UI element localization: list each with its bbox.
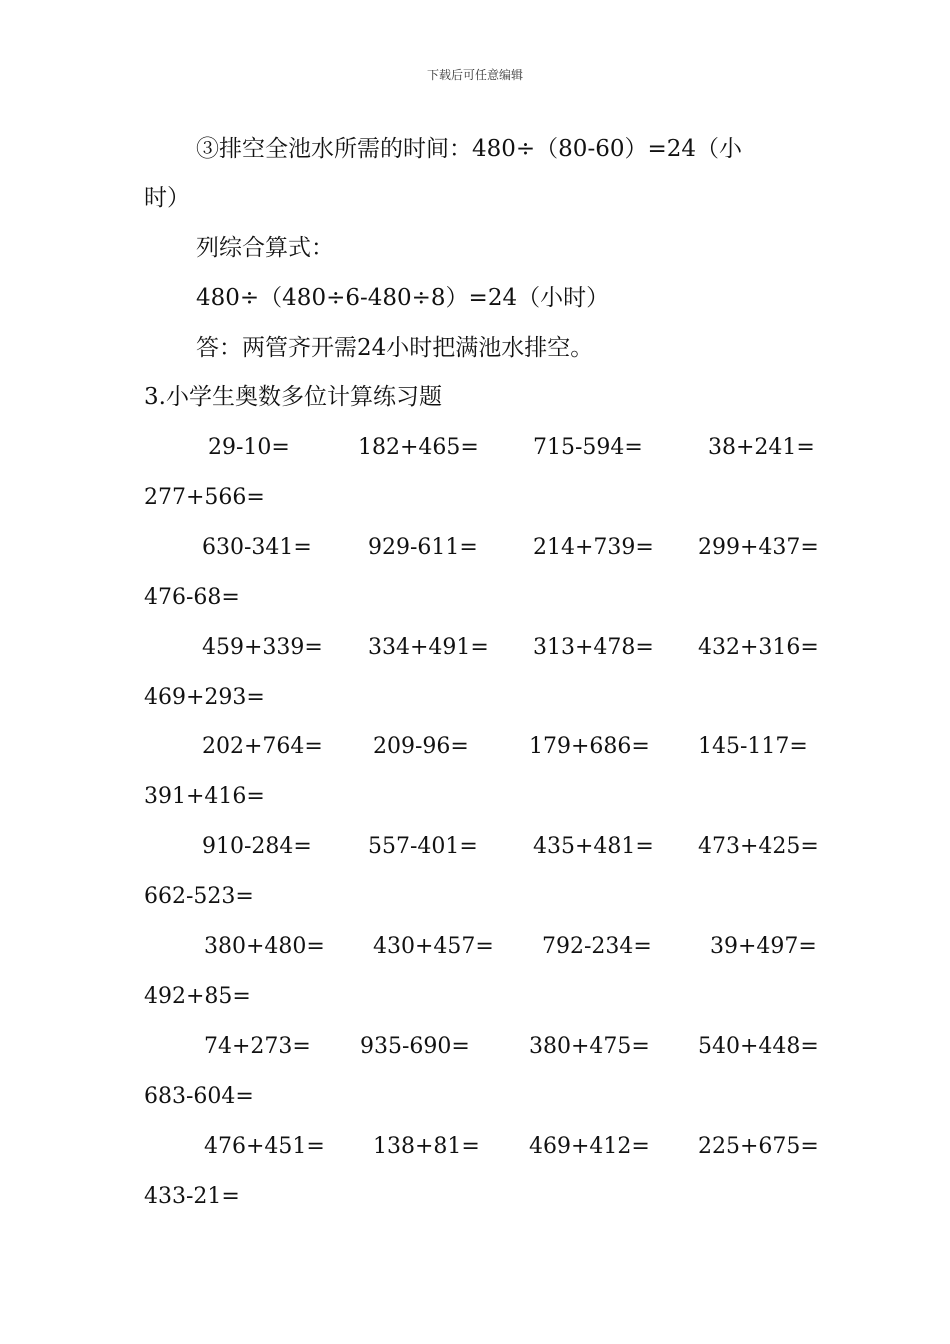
exercise-item: 29-10= <box>208 435 290 460</box>
text-line-answer: 答：两管齐开需24小时把满池水排空。 <box>196 335 594 361</box>
exercise-item: 380+480= <box>204 934 325 959</box>
text-line-combined-label: 列综合算式： <box>196 235 334 261</box>
exercise-item: 476+451= <box>204 1134 325 1159</box>
exercise-item-wrapped: 277+566= <box>144 485 265 510</box>
exercise-item: 540+448= <box>698 1034 819 1059</box>
exercise-item: 138+81= <box>373 1134 480 1159</box>
exercise-item: 435+481= <box>533 834 654 859</box>
exercise-item: 74+273= <box>204 1034 311 1059</box>
exercise-item: 39+497= <box>710 934 817 959</box>
exercise-item: 430+457= <box>373 934 494 959</box>
exercise-item: 459+339= <box>202 635 323 660</box>
text-line-step3: ③排空全池水所需的时间：480÷（80-60）=24（小 <box>196 136 743 162</box>
exercise-item: 715-594= <box>533 435 643 460</box>
exercise-item: 630-341= <box>202 535 312 560</box>
exercise-item: 432+316= <box>698 635 819 660</box>
exercise-item: 214+739= <box>533 535 654 560</box>
exercise-item: 313+478= <box>533 635 654 660</box>
exercise-item-wrapped: 391+416= <box>144 784 265 809</box>
exercise-item: 929-611= <box>368 535 478 560</box>
exercise-item: 182+465= <box>358 435 479 460</box>
exercise-item: 202+764= <box>202 734 323 759</box>
exercise-item-wrapped: 469+293= <box>144 685 265 710</box>
exercise-item: 469+412= <box>529 1134 650 1159</box>
exercise-item: 209-96= <box>373 734 469 759</box>
exercise-item: 380+475= <box>529 1034 650 1059</box>
exercise-item: 145-117= <box>698 734 808 759</box>
exercise-item-wrapped: 683-604= <box>144 1084 254 1109</box>
exercise-item: 473+425= <box>698 834 819 859</box>
page-header: 下载后可任意编辑 <box>426 68 523 82</box>
exercise-item: 935-690= <box>360 1034 470 1059</box>
exercise-item: 334+491= <box>368 635 489 660</box>
exercise-item: 557-401= <box>368 834 478 859</box>
exercise-item-wrapped: 433-21= <box>144 1184 240 1209</box>
exercise-item: 792-234= <box>542 934 652 959</box>
exercise-item-wrapped: 662-523= <box>144 884 254 909</box>
exercise-item: 299+437= <box>698 535 819 560</box>
exercise-item: 910-284= <box>202 834 312 859</box>
text-line-combined-formula: 480÷（480÷6-480÷8）=24（小时） <box>196 285 610 311</box>
text-line-step3-cont: 时） <box>144 185 190 211</box>
exercise-item: 38+241= <box>708 435 815 460</box>
exercise-item: 179+686= <box>529 734 650 759</box>
exercise-item: 225+675= <box>698 1134 819 1159</box>
section-heading: 3.小学生奥数多位计算练习题 <box>144 384 442 410</box>
exercise-item-wrapped: 492+85= <box>144 984 251 1009</box>
exercise-item-wrapped: 476-68= <box>144 585 240 610</box>
